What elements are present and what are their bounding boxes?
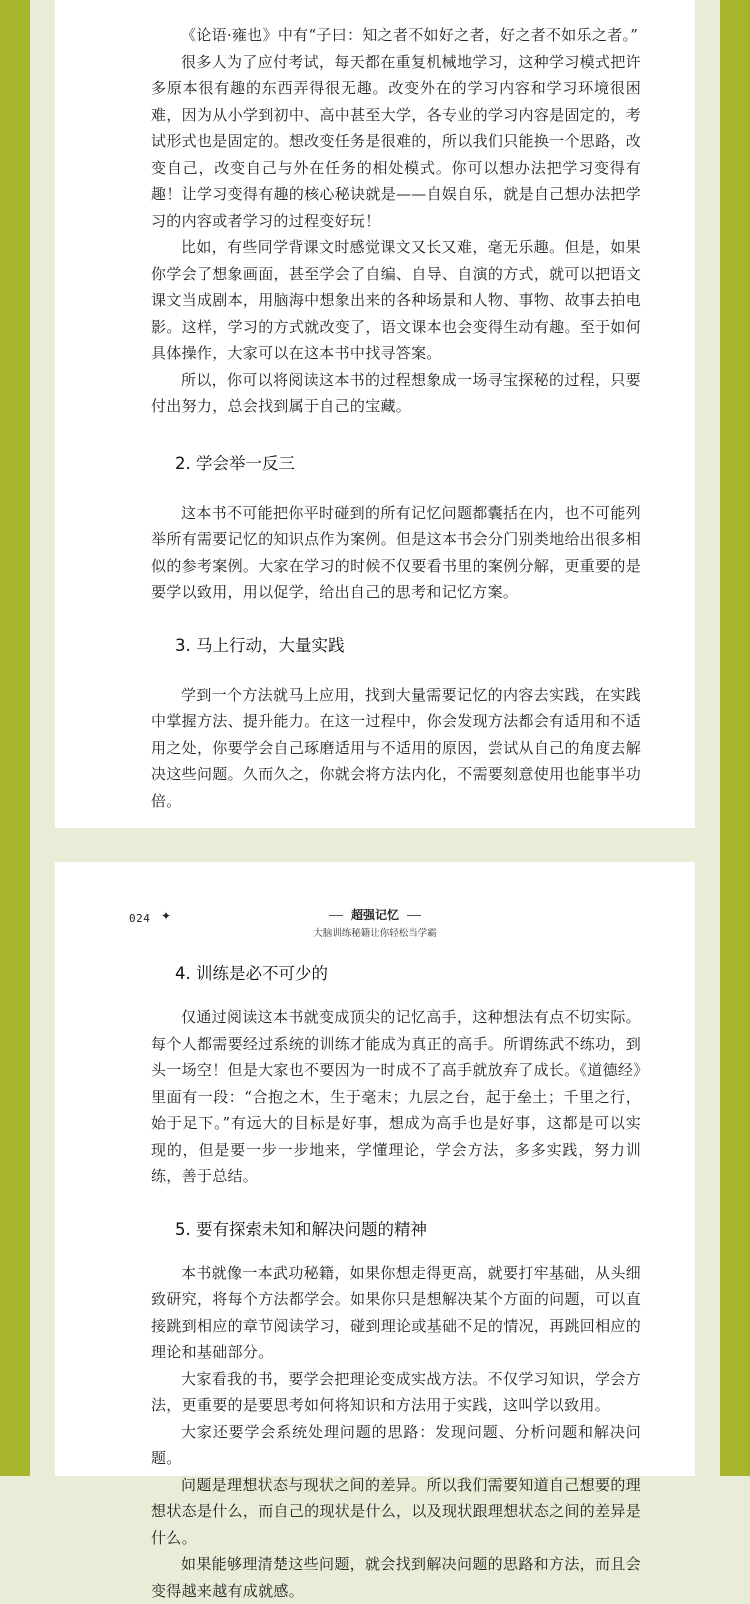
right-accent-stripe [720, 0, 750, 1476]
book-title [55, 906, 695, 923]
paragraph: 仅通过阅读这本书就变成顶尖的记忆高手，这种想法有点不切实际。每个人都需要经过系统的训练才能成为真正的高手。所谓练武不练功，到头一场空！但是大家也不要因为一时成不了高手就放弃了成长。《道德经》里面有一段：“合抱之木，生于毫末；九层之台，起于垒土；千里之行，始于足下。”有远大的目标是好事，想成为高手也是好事，这都是可以实现的，但是要一步一步地来，学懂理论，学会方法，多多实践，努力训练，善于总结。 [151, 1008, 641, 1185]
paragraph: 问题是理想状态与现状之间的差异。所以我们需要知道自己想要的理想状态是什么，而自己的现状是什么，以及现状跟理想状态之间的差异是什么。 [151, 1475, 641, 1547]
paragraph: 本书就像一本武功秘籍，如果你想走得更高，就要打牢基础，从头细致研究，将每个方法都学会。如果你只是想解决某个方面的问题，可以直接跳到相应的章节阅读学习，碰到理论或基础不足的情况，再跳回相应的理论和基础部分。 [151, 1263, 641, 1361]
title-dash-left [329, 915, 343, 916]
paragraph: 很多人为了应付考试，每天都在重复机械地学习，这种学习模式把许多原本很有趣的东西弄得很无趣。改变外在的学习内容和学习环境很困难，因为从小学到初中、高中甚至大学，各专业的学习内容是固定的，考试形式也是固定的。想改变任务是很难的，所以我们只能换一个思路，改变自己，改变自己与外在任务的相处模式。你可以想办法把学习变得有趣！让学习变得有趣的核心秘诀就是——自娱自乐，就是自己想办法把学习的内容或者学习的过程变好玩！ [151, 52, 641, 230]
paragraph: 大家看我的书，要学会把理论变成实战方法。不仅学习知识，学会方法，更重要的是要思考如何将知识和方法用于实践，这叫学以致用。 [151, 1369, 641, 1414]
running-header [55, 862, 695, 960]
paragraph: 如果能够理清楚这些问题，就会找到解决问题的思路和方法，而且会变得越来越有成就感。 [151, 1555, 641, 1600]
paragraph: 比如，有些同学背课文时感觉课文又长又难，毫无乐趣。但是，如果你学会了想象画面，甚至学会了自编、自导、自演的方式，就可以把语文课文当成剧本，用脑海中想象出来的各种场景和人物、事物、故事去拍电影。这样，学习的方式就改变了，语文课本也会变得生动有趣。至于如何具体操作，大家可以在这本书中找寻答案。 [151, 238, 641, 362]
section-heading: 5. 要有探索未知和解决问题的精神 [175, 1219, 427, 1239]
book-subtitle: 大脑训练秘籍让你轻松当学霸 [313, 928, 437, 939]
paragraph: 这本书不可能把你平时碰到的所有记忆问题都囊括在内，也不可能列举所有需要记忆的知识点作为案例。但是这本书会分门别类地给出很多相似的参考案例。大家在学习的时候不仅要看书里的案例分解，更重要的是要学以致用，用以促学，给出自己的思考和记忆方案。 [151, 503, 641, 601]
section-heading: 2. 学会举一反三 [175, 453, 295, 473]
book-page-upper [55, 0, 695, 828]
title-dash-right [407, 915, 421, 916]
paragraph: 所以，你可以将阅读这本书的过程想象成一场寻宝探秘的过程，只要付出努力，总会找到属于自己的宝藏。 [151, 370, 641, 415]
star-ornament-icon: ✦ [161, 909, 172, 923]
book-page-lower [55, 862, 695, 1600]
left-accent-stripe [0, 0, 30, 1476]
page-content [151, 960, 641, 1604]
section-heading: 4. 训练是必不可少的 [175, 964, 328, 983]
paragraph: 大家还要学会系统处理问题的思路：发现问题、分析问题和解决问题。 [151, 1422, 641, 1467]
page-number: 024 [129, 912, 151, 925]
paragraph: 学到一个方法就马上应用，找到大量需要记忆的内容去实践，在实践中掌握方法、提升能力。在这一过程中，你会发现方法都会有适用和不适用之处，你要学会自己琢磨适用与不适用的原因，尝试从自己的角度去解决这些问题。久而久之，你就会将方法内化，不需要刻意使用也能事半功倍。 [151, 685, 641, 810]
book-title-text: 超强记忆 [350, 908, 399, 922]
paragraph: 《论语·雍也》中有“子曰：知之者不如好之者，好之者不如乐之者。” [181, 26, 639, 44]
section-heading: 3. 马上行动，大量实践 [175, 635, 345, 655]
